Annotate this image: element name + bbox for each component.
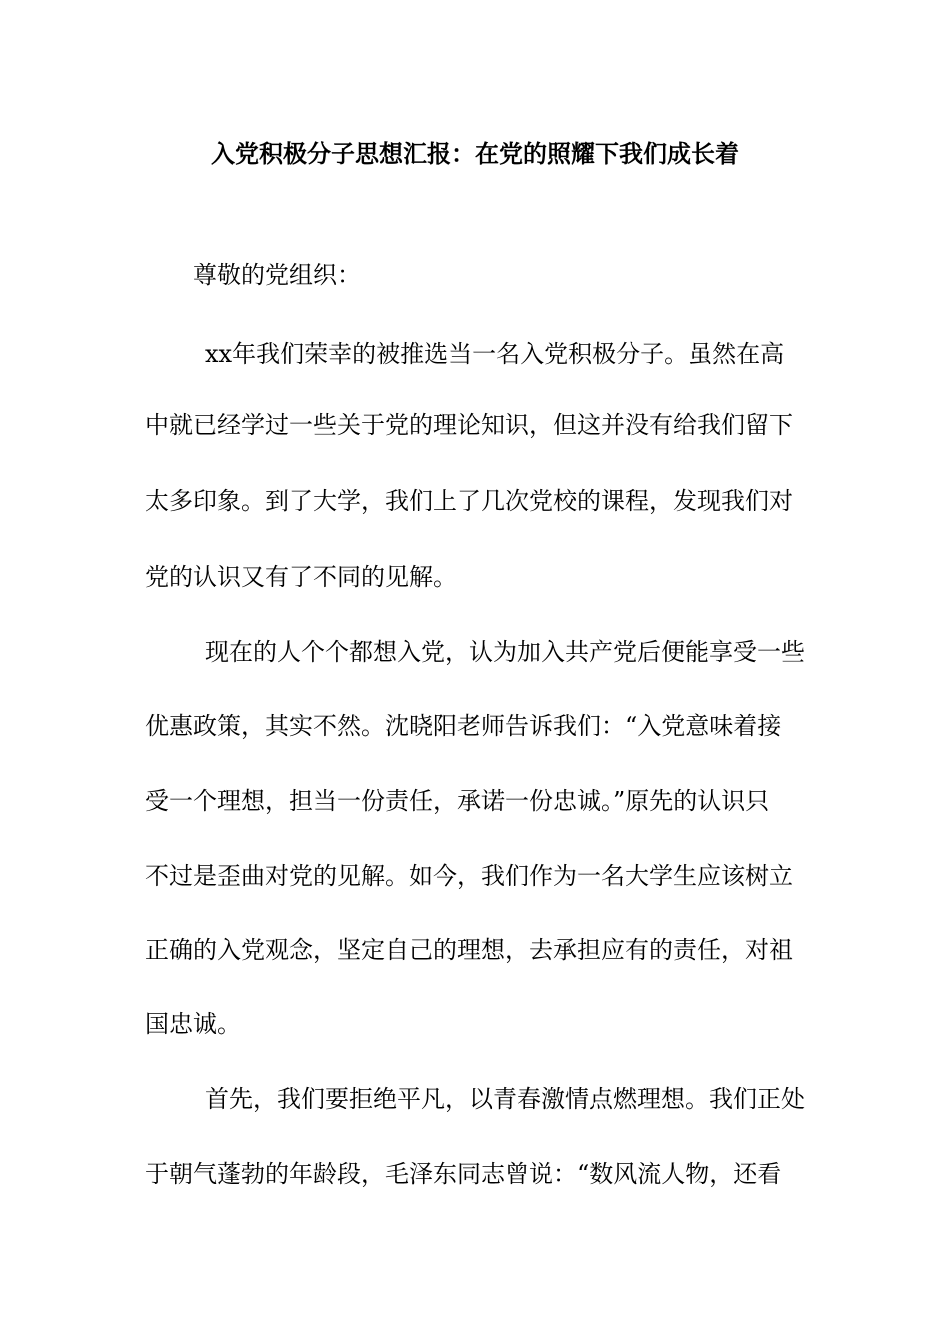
salutation: 尊敬的党组织： xyxy=(193,261,361,289)
paragraph-line: 于朝气蓬勃的年龄段，毛泽东同志曾说：“数风流人物，还看 xyxy=(145,1160,782,1188)
paragraph-line: 优惠政策，其实不然。沈晓阳老师告诉我们：“入党意味着接 xyxy=(145,712,782,740)
paragraph-line: 党的认识又有了不同的见解。 xyxy=(145,563,457,591)
paragraph-line: 受一个理想，担当一份责任，承诺一份忠诚。”原先的认识只 xyxy=(145,787,770,815)
paragraph-line: 正确的入党观念，坚定自己的理想，去承担应有的责任，对祖 xyxy=(145,936,793,964)
document-title: 入党积极分子思想汇报：在党的照耀下我们成长着 xyxy=(211,140,739,168)
paragraph-line: 首先，我们要拒绝平凡，以青春激情点燃理想。我们正处 xyxy=(205,1085,805,1113)
paragraph-line: 太多印象。到了大学，我们上了几次党校的课程，发现我们对 xyxy=(145,487,793,515)
paragraph-line: 国忠诚。 xyxy=(145,1010,241,1038)
paragraph-line: 现在的人个个都想入党，认为加入共产党后便能享受一些 xyxy=(205,638,805,666)
paragraph-line: 不过是歪曲对党的见解。如今，我们作为一名大学生应该树立 xyxy=(145,862,793,890)
paragraph-line: xx年我们荣幸的被推选当一名入党积极分子。虽然在高 xyxy=(205,340,785,368)
paragraph-line: 中就已经学过一些关于党的理论知识，但这并没有给我们留下 xyxy=(145,411,793,439)
